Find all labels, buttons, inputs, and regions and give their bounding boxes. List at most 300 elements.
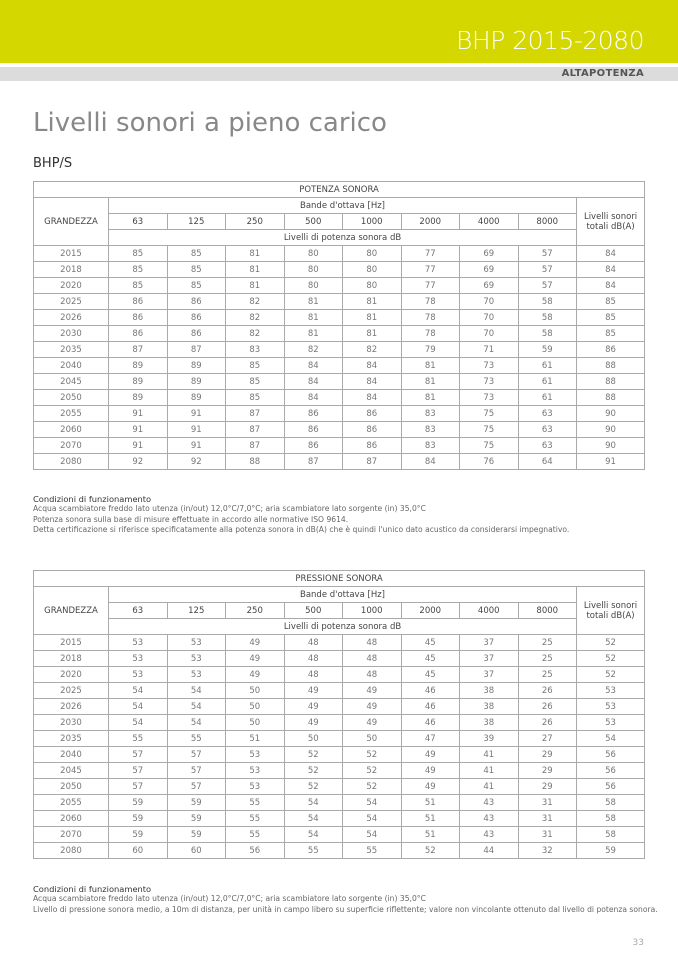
band-value-cell: 80 [284, 246, 343, 262]
table-title-row [34, 182, 645, 198]
total-cell: 88 [577, 390, 645, 406]
band-value-cell: 91 [109, 438, 168, 454]
total-cell: 53 [577, 683, 645, 699]
band-value-cell: 84 [343, 390, 402, 406]
table-title-row [34, 571, 645, 587]
band-value-cell: 47 [401, 731, 460, 747]
total-cell: 56 [577, 763, 645, 779]
band-value-cell: 51 [226, 731, 285, 747]
band-value-cell: 46 [401, 715, 460, 731]
table-row [34, 827, 645, 843]
band-value-cell: 54 [343, 827, 402, 843]
band-value-cell: 37 [460, 651, 519, 667]
frequency-header: 2000 [401, 214, 460, 230]
band-value-cell: 55 [226, 811, 285, 827]
notes-heading: Condizioni di funzionamento [33, 884, 152, 894]
band-value-cell: 87 [167, 342, 226, 358]
band-value-cell: 61 [518, 358, 577, 374]
band-value-cell: 86 [284, 406, 343, 422]
band-value-cell: 87 [284, 454, 343, 470]
band-value-cell: 76 [460, 454, 519, 470]
frequency-header: 8000 [518, 603, 577, 619]
band-value-cell: 50 [226, 683, 285, 699]
band-value-cell: 45 [401, 635, 460, 651]
band-value-cell: 86 [109, 326, 168, 342]
band-value-cell: 89 [109, 374, 168, 390]
band-value-cell: 49 [343, 683, 402, 699]
band-value-cell: 53 [167, 635, 226, 651]
band-value-cell: 49 [226, 635, 285, 651]
table-row [34, 454, 645, 470]
size-cell: 2018 [34, 651, 109, 667]
size-cell: 2020 [34, 667, 109, 683]
total-cell: 91 [577, 454, 645, 470]
band-value-cell: 89 [167, 358, 226, 374]
band-value-cell: 87 [226, 438, 285, 454]
band-value-cell: 59 [167, 811, 226, 827]
band-value-cell: 58 [518, 294, 577, 310]
band-value-cell: 26 [518, 699, 577, 715]
band-value-cell: 37 [460, 635, 519, 651]
total-cell: 86 [577, 342, 645, 358]
frequency-header: 250 [226, 603, 285, 619]
band-value-cell: 53 [167, 667, 226, 683]
band-value-cell: 25 [518, 667, 577, 683]
band-value-cell: 82 [284, 342, 343, 358]
band-value-cell: 85 [167, 246, 226, 262]
size-cell: 2025 [34, 294, 109, 310]
band-value-cell: 86 [343, 438, 402, 454]
band-value-cell: 84 [284, 390, 343, 406]
band-value-cell: 48 [343, 651, 402, 667]
band-value-cell: 37 [460, 667, 519, 683]
band-value-cell: 86 [109, 310, 168, 326]
total-cell: 90 [577, 422, 645, 438]
size-cell: 2026 [34, 699, 109, 715]
band-value-cell: 59 [167, 795, 226, 811]
band-value-cell: 77 [401, 278, 460, 294]
band-value-cell: 31 [518, 795, 577, 811]
total-cell: 59 [577, 843, 645, 859]
table-row [34, 795, 645, 811]
band-value-cell: 70 [460, 294, 519, 310]
band-value-cell: 50 [343, 731, 402, 747]
band-value-cell: 78 [401, 294, 460, 310]
page-title: Livelli sonori a pieno carico [33, 108, 387, 138]
band-value-cell: 48 [284, 667, 343, 683]
band-value-cell: 53 [109, 651, 168, 667]
frequency-header: 1000 [343, 214, 402, 230]
band-value-cell: 86 [167, 294, 226, 310]
band-value-cell: 83 [401, 406, 460, 422]
band-value-cell: 44 [460, 843, 519, 859]
band-value-cell: 81 [343, 326, 402, 342]
band-value-cell: 48 [284, 651, 343, 667]
frequency-header: 63 [109, 603, 168, 619]
band-value-cell: 63 [518, 406, 577, 422]
model-subtitle: BHP/S [33, 156, 73, 171]
band-value-cell: 46 [401, 699, 460, 715]
band-value-cell: 87 [226, 422, 285, 438]
band-value-cell: 81 [226, 262, 285, 278]
size-cell: 2026 [34, 310, 109, 326]
total-cell: 85 [577, 310, 645, 326]
band-value-cell: 89 [109, 358, 168, 374]
band-value-cell: 85 [226, 390, 285, 406]
band-value-cell: 54 [109, 699, 168, 715]
band-value-cell: 54 [284, 795, 343, 811]
band-value-cell: 49 [226, 651, 285, 667]
band-value-cell: 87 [343, 454, 402, 470]
band-value-cell: 55 [167, 731, 226, 747]
band-value-cell: 60 [167, 843, 226, 859]
band-value-cell: 57 [109, 763, 168, 779]
band-value-cell: 84 [343, 374, 402, 390]
notes-line: Livello di pressione sonora medio, a 10m di distanza, per unità in campo libero su superficie riflettente; valore non vincolante ottenuto dal livello di potenza sonora. [33, 904, 658, 914]
total-cell: 52 [577, 635, 645, 651]
band-value-cell: 53 [226, 747, 285, 763]
band-value-cell: 61 [518, 390, 577, 406]
bands-header-row [34, 587, 645, 603]
table-row [34, 683, 645, 699]
size-cell: 2060 [34, 422, 109, 438]
band-value-cell: 50 [226, 699, 285, 715]
band-value-cell: 38 [460, 699, 519, 715]
band-value-cell: 57 [518, 246, 577, 262]
size-cell: 2035 [34, 342, 109, 358]
size-cell: 2055 [34, 406, 109, 422]
band-value-cell: 57 [109, 747, 168, 763]
band-value-cell: 59 [109, 827, 168, 843]
table-row [34, 342, 645, 358]
total-cell: 53 [577, 715, 645, 731]
band-value-cell: 81 [226, 278, 285, 294]
band-value-cell: 54 [167, 683, 226, 699]
band-value-cell: 55 [343, 843, 402, 859]
band-value-cell: 49 [284, 715, 343, 731]
band-value-cell: 56 [226, 843, 285, 859]
band-value-cell: 82 [226, 294, 285, 310]
band-value-cell: 26 [518, 715, 577, 731]
total-cell: 56 [577, 747, 645, 763]
table-row [34, 262, 645, 278]
band-value-cell: 57 [167, 763, 226, 779]
notes-line: Detta certificazione si riferisce specificatamente alla potenza sonora in dB(A) che è quindi l'unico dato acustico da considerarsi impegnativo. [33, 524, 570, 534]
size-cell: 2035 [34, 731, 109, 747]
total-cell: 88 [577, 374, 645, 390]
size-cell: 2050 [34, 390, 109, 406]
band-value-cell: 55 [226, 827, 285, 843]
band-value-cell: 81 [401, 358, 460, 374]
frequency-header: 4000 [460, 603, 519, 619]
band-value-cell: 84 [343, 358, 402, 374]
band-value-cell: 57 [518, 278, 577, 294]
band-value-cell: 75 [460, 422, 519, 438]
size-cell: 2045 [34, 763, 109, 779]
band-value-cell: 79 [401, 342, 460, 358]
band-value-cell: 49 [343, 699, 402, 715]
table-row [34, 294, 645, 310]
operating-conditions-notes-1 [33, 494, 569, 535]
band-value-cell: 86 [343, 422, 402, 438]
frequency-header: 125 [167, 214, 226, 230]
band-value-cell: 52 [284, 763, 343, 779]
band-value-cell: 27 [518, 731, 577, 747]
table-row [34, 747, 645, 763]
band-value-cell: 59 [109, 795, 168, 811]
total-cell: 54 [577, 731, 645, 747]
table-row [34, 635, 645, 651]
band-value-cell: 59 [167, 827, 226, 843]
size-cell: 2025 [34, 683, 109, 699]
band-value-cell: 87 [109, 342, 168, 358]
table-row [34, 731, 645, 747]
band-value-cell: 48 [343, 667, 402, 683]
band-value-cell: 63 [518, 438, 577, 454]
total-cell: 84 [577, 278, 645, 294]
band-value-cell: 52 [284, 747, 343, 763]
band-value-cell: 49 [401, 763, 460, 779]
band-value-cell: 52 [343, 779, 402, 795]
band-value-cell: 80 [343, 262, 402, 278]
band-value-cell: 53 [226, 779, 285, 795]
band-value-cell: 54 [109, 715, 168, 731]
notes-line: Acqua scambiatore freddo lato utenza (in/out) 12,0°C/7,0°C; aria scambiatore lato sorgente (in) 35,0°C [33, 894, 426, 904]
band-value-cell: 57 [109, 779, 168, 795]
band-value-cell: 52 [401, 843, 460, 859]
band-value-cell: 49 [284, 699, 343, 715]
total-cell: 90 [577, 406, 645, 422]
band-value-cell: 86 [343, 406, 402, 422]
band-value-cell: 70 [460, 310, 519, 326]
total-cell: 90 [577, 438, 645, 454]
size-cell: 2080 [34, 454, 109, 470]
band-value-cell: 29 [518, 747, 577, 763]
band-value-cell: 59 [109, 811, 168, 827]
band-value-cell: 29 [518, 763, 577, 779]
band-value-cell: 71 [460, 342, 519, 358]
total-level-header: Livelli sonori totali dB(A) [577, 587, 645, 635]
notes-heading: Condizioni di funzionamento [33, 494, 152, 504]
band-value-cell: 25 [518, 651, 577, 667]
band-value-cell: 86 [109, 294, 168, 310]
table-row [34, 358, 645, 374]
notes-line: Potenza sonora sulla base di misure effettuate in accordo alle normative ISO 9614. [33, 514, 349, 524]
size-cell: 2015 [34, 635, 109, 651]
band-value-cell: 64 [518, 454, 577, 470]
band-value-cell: 53 [109, 667, 168, 683]
band-value-cell: 80 [343, 246, 402, 262]
band-value-cell: 82 [226, 310, 285, 326]
band-value-cell: 49 [343, 715, 402, 731]
band-value-cell: 39 [460, 731, 519, 747]
power-level-subheader: Livelli di potenza sonora dB [109, 619, 577, 635]
table-row [34, 715, 645, 731]
size-cell: 2060 [34, 811, 109, 827]
band-value-cell: 81 [401, 374, 460, 390]
operating-conditions-notes-2 [33, 884, 658, 915]
size-cell: 2040 [34, 358, 109, 374]
band-value-cell: 41 [460, 763, 519, 779]
notes-line: Acqua scambiatore freddo lato utenza (in/out) 12,0°C/7,0°C; aria scambiatore lato sorgente (in) 35,0°C [33, 504, 426, 514]
band-value-cell: 49 [401, 779, 460, 795]
band-value-cell: 91 [109, 422, 168, 438]
band-value-cell: 85 [109, 262, 168, 278]
band-value-cell: 48 [343, 635, 402, 651]
size-cell: 2020 [34, 278, 109, 294]
band-value-cell: 38 [460, 683, 519, 699]
band-value-cell: 54 [167, 699, 226, 715]
band-value-cell: 83 [401, 422, 460, 438]
band-value-cell: 54 [343, 795, 402, 811]
band-value-cell: 82 [226, 326, 285, 342]
band-value-cell: 32 [518, 843, 577, 859]
size-cell: 2015 [34, 246, 109, 262]
band-value-cell: 63 [518, 422, 577, 438]
frequency-header: 1000 [343, 603, 402, 619]
band-value-cell: 85 [167, 262, 226, 278]
power-level-subheader: Livelli di potenza sonora dB [109, 230, 577, 246]
band-value-cell: 31 [518, 811, 577, 827]
band-value-cell: 89 [167, 390, 226, 406]
table-row [34, 406, 645, 422]
band-value-cell: 59 [518, 342, 577, 358]
band-value-cell: 60 [109, 843, 168, 859]
band-value-cell: 92 [167, 454, 226, 470]
band-value-cell: 73 [460, 390, 519, 406]
table-row [34, 326, 645, 342]
band-value-cell: 55 [109, 731, 168, 747]
band-value-cell: 86 [284, 438, 343, 454]
total-cell: 85 [577, 326, 645, 342]
total-cell: 58 [577, 795, 645, 811]
band-value-cell: 53 [167, 651, 226, 667]
band-value-cell: 82 [343, 342, 402, 358]
table-row [34, 651, 645, 667]
band-value-cell: 57 [167, 747, 226, 763]
band-value-cell: 75 [460, 438, 519, 454]
band-value-cell: 51 [401, 811, 460, 827]
table-row [34, 278, 645, 294]
table-row [34, 390, 645, 406]
band-value-cell: 57 [518, 262, 577, 278]
band-value-cell: 52 [343, 763, 402, 779]
band-value-cell: 81 [284, 310, 343, 326]
band-value-cell: 41 [460, 747, 519, 763]
table-row [34, 763, 645, 779]
band-value-cell: 43 [460, 827, 519, 843]
frequency-header: 250 [226, 214, 285, 230]
band-value-cell: 26 [518, 683, 577, 699]
band-value-cell: 86 [167, 326, 226, 342]
band-value-cell: 91 [167, 438, 226, 454]
total-level-header: Livelli sonori totali dB(A) [577, 198, 645, 246]
band-value-cell: 73 [460, 358, 519, 374]
band-value-cell: 50 [284, 731, 343, 747]
band-value-cell: 29 [518, 779, 577, 795]
band-value-cell: 55 [284, 843, 343, 859]
band-value-cell: 80 [284, 278, 343, 294]
band-value-cell: 75 [460, 406, 519, 422]
band-value-cell: 77 [401, 246, 460, 262]
band-value-cell: 91 [167, 422, 226, 438]
band-value-cell: 46 [401, 683, 460, 699]
section-label: ALTAPOTENZA [561, 68, 644, 79]
band-value-cell: 89 [109, 390, 168, 406]
unit-header-row [34, 230, 645, 246]
document-title: BHP 2015-2080 [456, 26, 644, 55]
total-cell: 53 [577, 699, 645, 715]
band-value-cell: 80 [284, 262, 343, 278]
band-value-cell: 48 [284, 635, 343, 651]
total-cell: 84 [577, 246, 645, 262]
band-value-cell: 53 [226, 763, 285, 779]
table-row [34, 246, 645, 262]
frequency-header: 125 [167, 603, 226, 619]
total-cell: 88 [577, 358, 645, 374]
band-value-cell: 54 [343, 811, 402, 827]
size-cell: 2040 [34, 747, 109, 763]
frequency-header-row [34, 214, 645, 230]
bands-header-row [34, 198, 645, 214]
frequency-header-row [34, 603, 645, 619]
band-value-cell: 85 [167, 278, 226, 294]
frequency-header: 2000 [401, 603, 460, 619]
size-column-header: GRANDEZZA [34, 198, 109, 246]
band-value-cell: 83 [226, 342, 285, 358]
band-value-cell: 38 [460, 715, 519, 731]
band-value-cell: 69 [460, 278, 519, 294]
band-value-cell: 41 [460, 779, 519, 795]
band-value-cell: 91 [109, 406, 168, 422]
band-value-cell: 58 [518, 326, 577, 342]
band-value-cell: 51 [401, 827, 460, 843]
size-cell: 2050 [34, 779, 109, 795]
frequency-header: 500 [284, 214, 343, 230]
band-value-cell: 77 [401, 262, 460, 278]
band-value-cell: 81 [343, 310, 402, 326]
total-cell: 85 [577, 294, 645, 310]
band-value-cell: 81 [343, 294, 402, 310]
band-value-cell: 50 [226, 715, 285, 731]
total-cell: 58 [577, 827, 645, 843]
band-value-cell: 91 [167, 406, 226, 422]
band-value-cell: 31 [518, 827, 577, 843]
band-value-cell: 54 [284, 811, 343, 827]
size-cell: 2045 [34, 374, 109, 390]
frequency-header: 4000 [460, 214, 519, 230]
band-value-cell: 92 [109, 454, 168, 470]
table-row [34, 779, 645, 795]
band-value-cell: 86 [284, 422, 343, 438]
total-cell: 84 [577, 262, 645, 278]
band-value-cell: 84 [284, 358, 343, 374]
size-cell: 2055 [34, 795, 109, 811]
table-row [34, 699, 645, 715]
band-value-cell: 85 [109, 278, 168, 294]
page-number: 33 [632, 938, 644, 948]
band-value-cell: 57 [167, 779, 226, 795]
sound-pressure-table [33, 570, 645, 859]
band-value-cell: 51 [401, 795, 460, 811]
table-row [34, 374, 645, 390]
frequency-header: 8000 [518, 214, 577, 230]
band-value-cell: 83 [401, 438, 460, 454]
table-row [34, 843, 645, 859]
band-value-cell: 58 [518, 310, 577, 326]
sound-power-table [33, 181, 645, 470]
band-value-cell: 61 [518, 374, 577, 390]
